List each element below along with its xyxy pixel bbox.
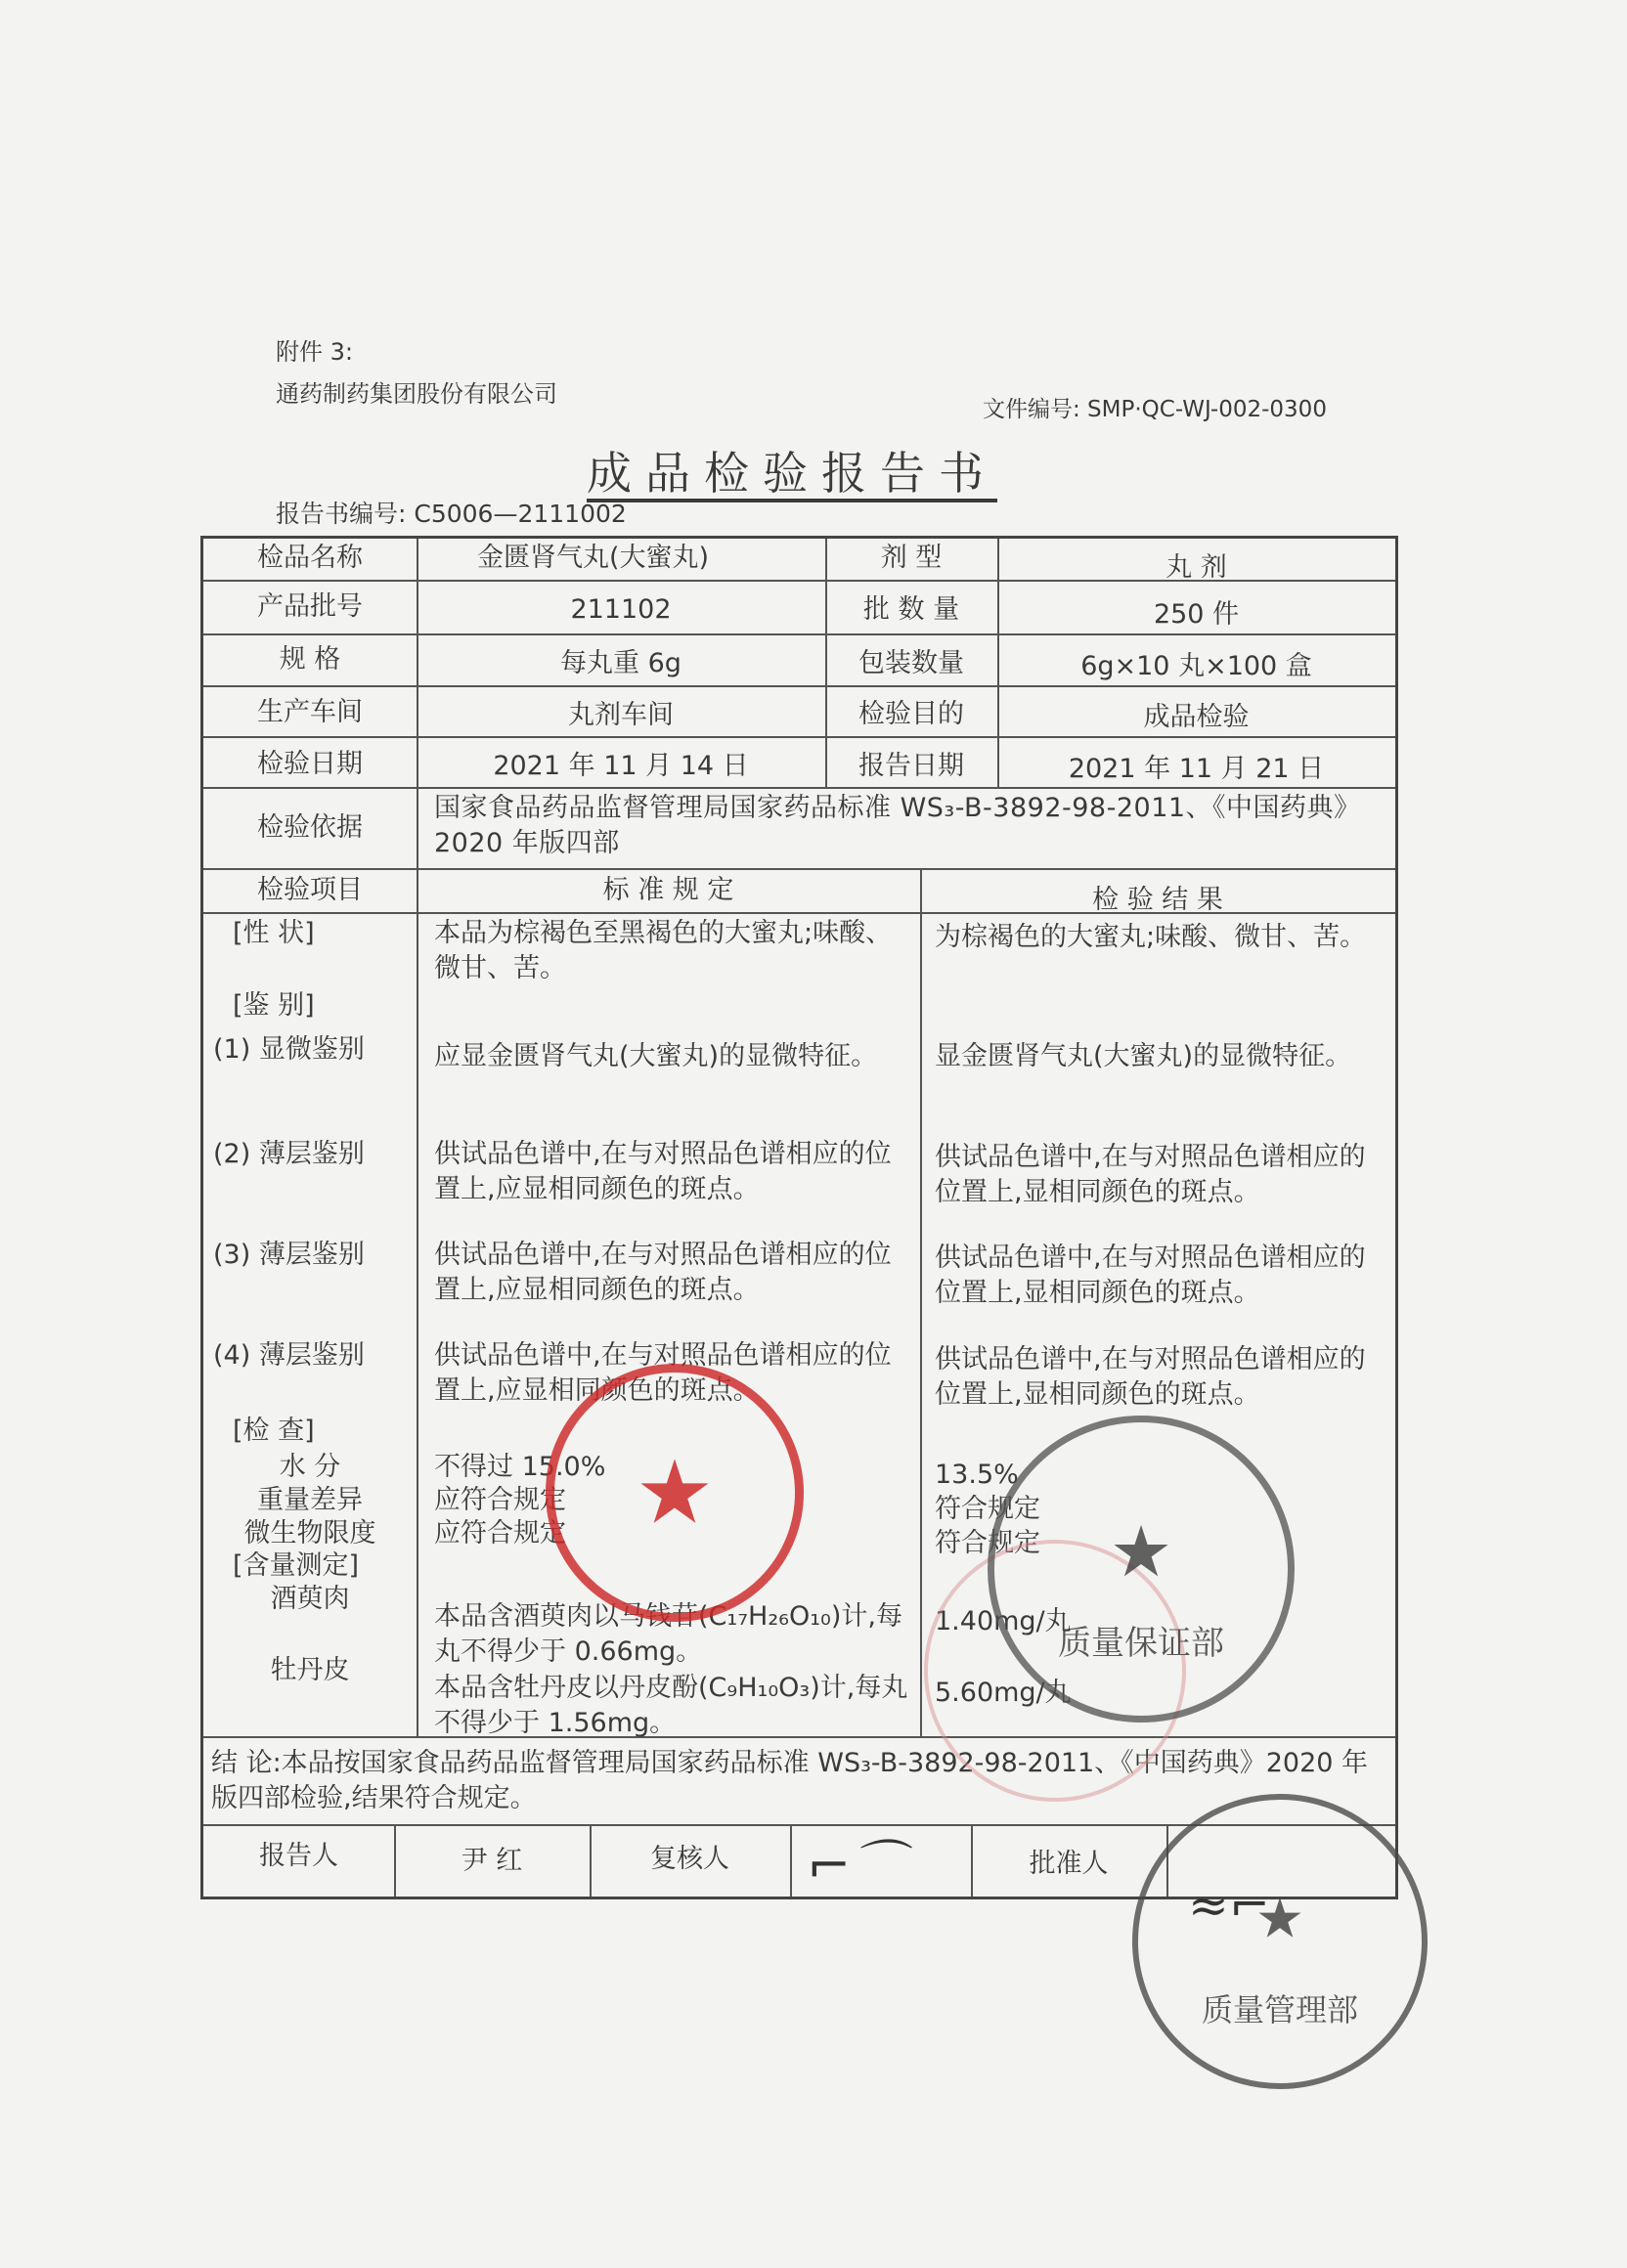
item-moutan: 牡丹皮: [270, 1655, 350, 1685]
result-tlc-1: 供试品色谱中,在与对照品色谱相应的位置上,显相同颜色的斑点。: [935, 1142, 1366, 1208]
qty-label: 批 数 量: [862, 594, 960, 625]
form-value: 丸 剂: [1165, 552, 1227, 583]
report-date-value: 2021 年 11 月 21 日: [1068, 754, 1325, 784]
attachment-label: 附件 3:: [276, 338, 353, 366]
column-result-header: 检 验 结 果: [1092, 885, 1223, 915]
item-assay: [含量测定]: [233, 1550, 360, 1581]
result-microbial-limit: 符合规定: [935, 1528, 1040, 1558]
pack-label: 包装数量: [858, 648, 964, 678]
spec-label: 规 格: [279, 644, 341, 675]
standard-moutan: 本品含牡丹皮以丹皮酚(C₉H₁₀O₃)计,每丸不得少于 1.56mg。: [434, 1673, 908, 1739]
reporter-name: 尹 红: [461, 1846, 523, 1876]
standard-tlc-2: 供试品色谱中,在与对照品色谱相应的位置上,应显相同颜色的斑点。: [434, 1240, 892, 1306]
result-tlc-2: 供试品色谱中,在与对照品色谱相应的位置上,显相同颜色的斑点。: [935, 1243, 1366, 1309]
standard-microbial-limit: 应符合规定: [434, 1518, 566, 1548]
name-value: 金匮肾气丸(大蜜丸): [477, 543, 710, 573]
item-moisture: 水 分: [279, 1452, 341, 1482]
test-date-value: 2021 年 11 月 14 日: [493, 751, 749, 781]
standard-tlc-1: 供试品色谱中,在与对照品色谱相应的位置上,应显相同颜色的斑点。: [434, 1139, 892, 1205]
item-weight-variation: 重量差异: [257, 1485, 363, 1515]
company-name: 通药制药集团股份有限公司: [276, 380, 557, 408]
result-microscopy: 显金匮肾气丸(大蜜丸)的显微特征。: [935, 1041, 1352, 1071]
item-tlc-1: (2) 薄层鉴别: [213, 1139, 365, 1169]
star-icon: ★: [635, 1441, 715, 1545]
item-tlc-3: (4) 薄层鉴别: [213, 1340, 365, 1371]
star-icon: ★: [1109, 1510, 1173, 1592]
file-number: 文件编号: SMP·QC-WJ-002-0300: [983, 397, 1327, 422]
purpose-label: 检验目的: [858, 699, 964, 729]
purpose-value: 成品检验: [1143, 702, 1250, 732]
conclusion-text: 结 论:本品按国家食品药品监督管理局国家药品标准 WS₃-B-3892-98-2011、《中国药典》2020 年版四部检验,结果符合规定。: [211, 1748, 1369, 1814]
page-title: 成品检验报告书: [587, 447, 997, 500]
basis-value: 国家食品药品监督管理局国家药品标准 WS₃-B-3892-98-2011、《中国药典》2020 年版四部: [434, 793, 1361, 859]
pack-value: 6g×10 丸×100 盒: [1080, 651, 1312, 681]
workshop-label: 生产车间: [257, 697, 363, 727]
item-microbial-limit: 微生物限度: [243, 1518, 376, 1548]
red-company-seal: [546, 1364, 804, 1622]
column-item-header: 检验项目: [257, 875, 363, 905]
approver-label: 批准人: [1029, 1849, 1109, 1879]
result-appearance: 为棕褐色的大蜜丸;味酸、微甘、苦。: [935, 922, 1367, 952]
item-identification: [鉴 别]: [233, 990, 315, 1021]
standard-moisture: 不得过 15.0%: [434, 1452, 606, 1482]
star-icon: ★: [1254, 1887, 1305, 1951]
report-number: 报告书编号: C5006—2111002: [276, 500, 627, 528]
standard-cornus: 本品含酒萸肉以马钱苷(C₁₇H₂₆O₁₀)计,每丸不得少于 0.66mg。: [434, 1601, 902, 1668]
reporter-label: 报告人: [259, 1841, 338, 1871]
approver-signature: ≈⌐: [1188, 1877, 1270, 1934]
quality-management-seal: [1132, 1794, 1428, 2089]
item-inspection: [检 查]: [233, 1416, 315, 1446]
reviewer-label: 复核人: [650, 1844, 729, 1874]
result-weight-variation: 符合规定: [935, 1494, 1040, 1524]
quality-assurance-seal: [988, 1416, 1295, 1723]
item-cornus: 酒萸肉: [270, 1584, 350, 1614]
column-standard-header: 标 准 规 定: [602, 875, 734, 905]
name-label: 检品名称: [257, 543, 363, 573]
standard-appearance: 本品为棕褐色至黑褐色的大蜜丸;味酸、微甘、苦。: [434, 918, 893, 984]
qty-value: 250 件: [1153, 599, 1240, 630]
standard-microscopy: 应显金匮肾气丸(大蜜丸)的显微特征。: [434, 1041, 878, 1071]
test-date-label: 检验日期: [257, 749, 363, 779]
batch-value: 211102: [570, 594, 672, 625]
workshop-value: 丸剂车间: [568, 700, 674, 730]
form-label: 剂 型: [880, 543, 943, 573]
basis-label: 检验依据: [257, 812, 363, 843]
result-cornus: 1.40mg/丸: [935, 1606, 1072, 1636]
reviewer-signature: ⌐⌒: [807, 1835, 904, 1897]
standard-tlc-3: 供试品色谱中,在与对照品色谱相应的位置上,应显相同颜色的斑点。: [434, 1340, 892, 1407]
result-moisture: 13.5%: [935, 1460, 1019, 1490]
batch-label: 产品批号: [257, 591, 363, 622]
item-tlc-2: (3) 薄层鉴别: [213, 1240, 365, 1270]
report-date-label: 报告日期: [858, 751, 964, 781]
spec-value: 每丸重 6g: [560, 648, 682, 678]
item-appearance: [性 状]: [233, 918, 315, 948]
quality-assurance-seal-label: 质量保证部: [1058, 1624, 1224, 1663]
result-moutan: 5.60mg/丸: [935, 1678, 1072, 1708]
result-tlc-3: 供试品色谱中,在与对照品色谱相应的位置上,显相同颜色的斑点。: [935, 1344, 1366, 1411]
item-microscopy: (1) 显微鉴别: [213, 1034, 365, 1065]
standard-weight-variation: 应符合规定: [434, 1485, 566, 1515]
quality-management-seal-label: 质量管理部: [1201, 1991, 1358, 2028]
